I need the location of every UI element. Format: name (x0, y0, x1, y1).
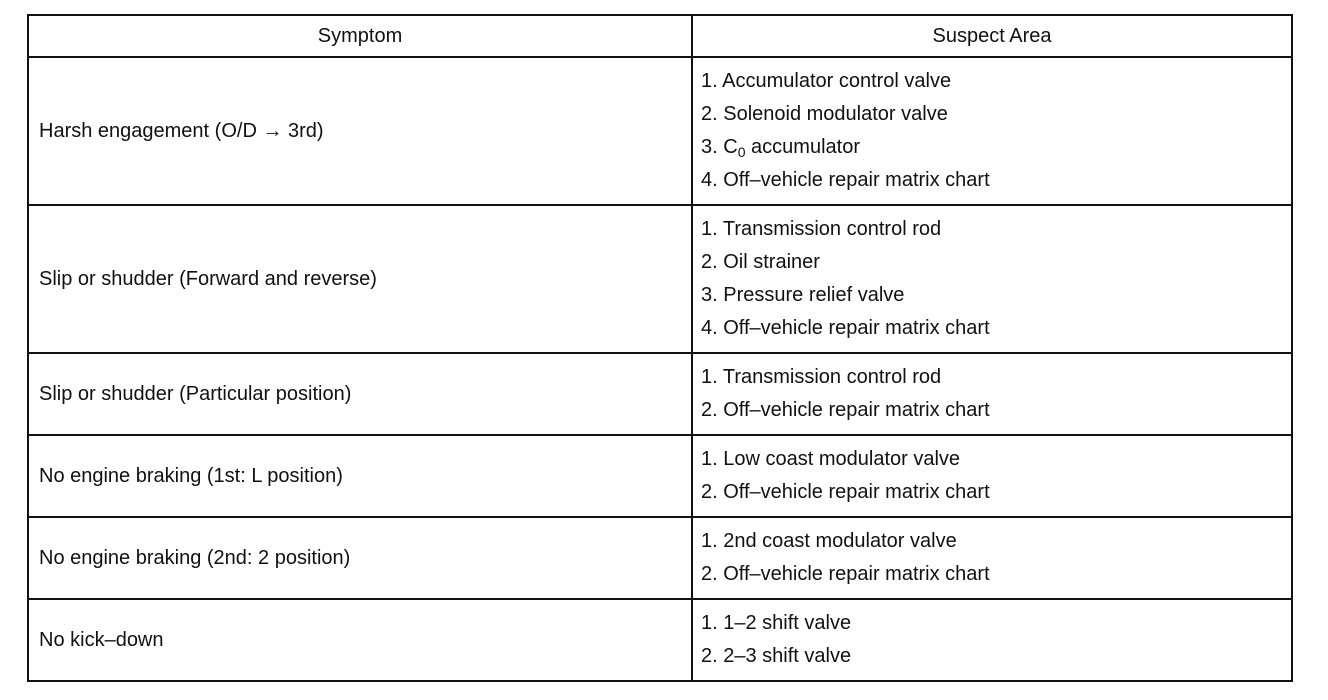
suspect-area-cell (692, 353, 1292, 435)
suspect-area-cell (692, 205, 1292, 353)
symptom-cell: No kick–down (28, 599, 692, 681)
suspect-item (701, 131, 1291, 164)
symptom-cell: No engine braking (2nd: 2 position) (28, 517, 692, 599)
suspect-item: 2. Off–vehicle repair matrix chart (701, 481, 990, 503)
symptom-cell: Slip or shudder (Forward and reverse) (28, 205, 692, 353)
symptom-column-header: Symptom (28, 15, 692, 57)
suspect-area-cell (692, 599, 1292, 681)
suspect-area-cell (692, 517, 1292, 599)
suspect-item: 1. Transmission control rod (701, 218, 942, 240)
table-row (28, 57, 1292, 205)
table-header-row (28, 15, 1292, 57)
symptom-cell: No engine braking (1st: L position) (28, 435, 692, 517)
diagnosis-table (27, 14, 1293, 682)
suspect-item: 2. Off–vehicle repair matrix chart (701, 399, 990, 421)
suspect-item: 1. 1–2 shift valve (701, 612, 852, 634)
suspect-item: 4. Off–vehicle repair matrix chart (701, 169, 990, 191)
diagnosis-table-container (27, 14, 1291, 682)
table-row (28, 205, 1292, 353)
table-row (28, 435, 1292, 517)
suspect-item: 2. 2–3 shift valve (701, 645, 852, 667)
suspect-item: 3. Pressure relief valve (701, 284, 905, 306)
suspect-item: 2. Solenoid modulator valve (701, 103, 948, 125)
suspect-item: 1. Low coast modulator valve (701, 448, 961, 470)
subscript-zero: 0 (737, 144, 746, 160)
suspect-item-suffix: accumulator (745, 136, 860, 158)
table-row (28, 599, 1292, 681)
suspect-item: 1. Transmission control rod (701, 366, 942, 388)
suspect-area-column-header: Suspect Area (692, 15, 1292, 57)
table-row (28, 353, 1292, 435)
suspect-item: 4. Off–vehicle repair matrix chart (701, 317, 990, 339)
suspect-area-cell (692, 435, 1292, 517)
symptom-cell: Harsh engagement (O/D → 3rd) (28, 57, 692, 205)
suspect-area-cell (692, 57, 1292, 205)
suspect-item-prefix: 3. C (701, 136, 738, 158)
symptom-cell: Slip or shudder (Particular position) (28, 353, 692, 435)
suspect-item: 2. Oil strainer (701, 251, 820, 273)
table-row (28, 517, 1292, 599)
suspect-item: 1. Accumulator control valve (701, 70, 952, 92)
suspect-item: 1. 2nd coast modulator valve (701, 530, 957, 552)
suspect-item: 2. Off–vehicle repair matrix chart (701, 563, 990, 585)
